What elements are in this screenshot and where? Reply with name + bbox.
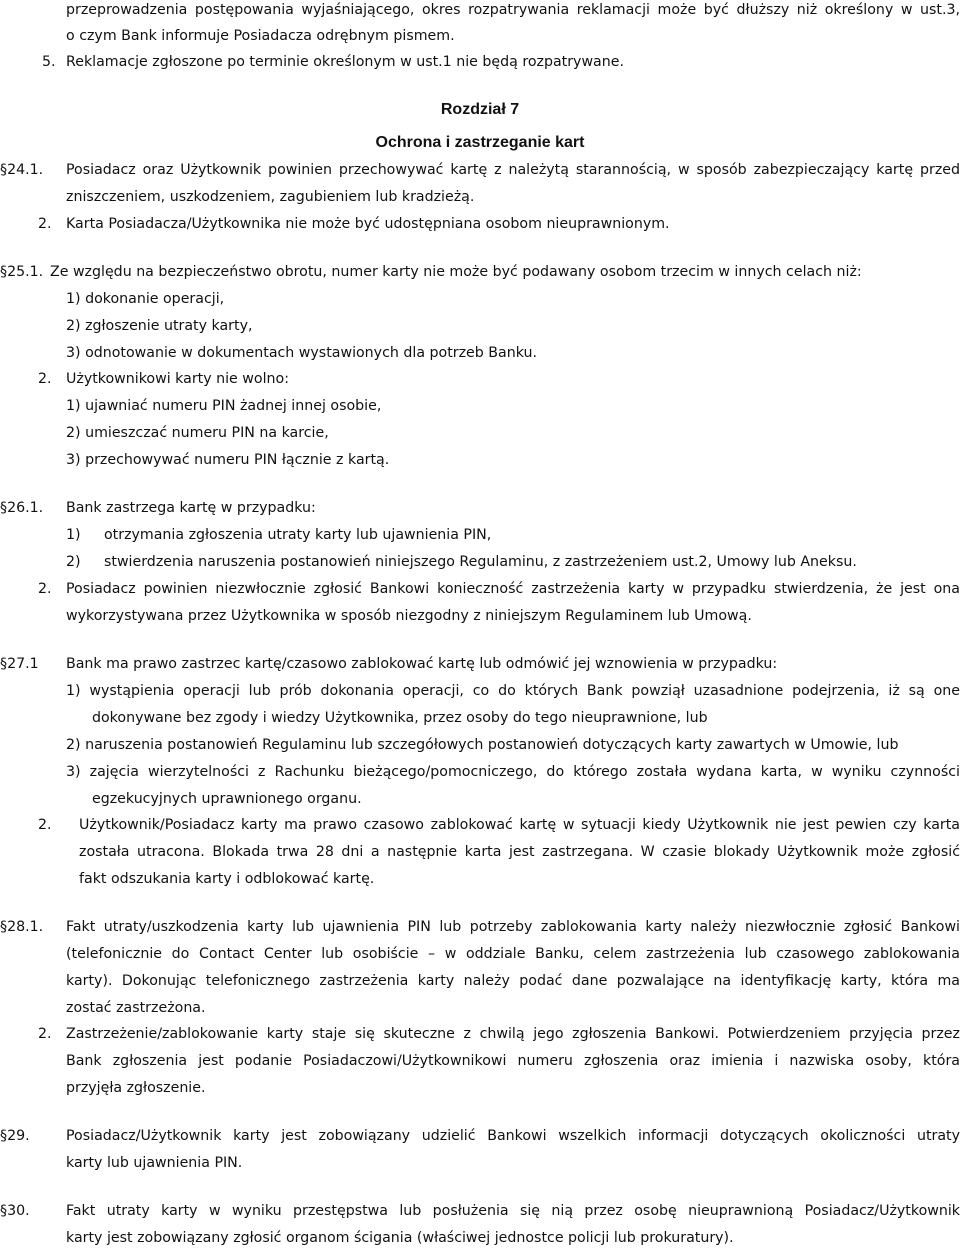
text-line: Bank zgłoszenia jest podanie Posiadaczowi/Użytkownikowi numeru zgłoszenia oraz imienia i nazwiska osoby, która bbox=[66, 1053, 960, 1069]
text-line: Reklamacje zgłoszone po terminie określonym w ust.1 nie będą rozpatrywane. bbox=[66, 54, 624, 70]
item-number: 2. bbox=[38, 371, 52, 387]
text-line: karty jest zobowiązany zgłosić organom ścigania (właściwej jednostce policji lub prokuratury). bbox=[66, 1230, 734, 1246]
text-line: Ze względu na bezpieczeństwo obrotu, numer karty nie może być podawany osobom trzecim w innych celach niż: bbox=[50, 264, 862, 280]
list-item: 1) wystąpienia operacji lub prób dokonania operacji, co do których Bank powziął uzasadnione podejrzenia, iż są one bbox=[66, 683, 960, 699]
list-item: 2) naruszenia postanowień Regulaminu lub szczegółowych postanowień dotyczących karty zawartych w Umowie, lub bbox=[66, 737, 899, 753]
list-item: 3) zajęcia wierzytelności z Rachunku bieżącego/pomocniczego, do którego została wydana karta, w wyniku czynności bbox=[66, 764, 960, 780]
text-line: zniszczeniem, uszkodzeniem, zagubieniem lub kradzieżą. bbox=[66, 189, 475, 205]
text-line: Fakt utraty/uszkodzenia karty lub ujawnienia PIN lub potrzeby zablokowania karty należy niezwłocznie zgłosić Bankowi bbox=[66, 919, 960, 935]
text-line: karty lub ujawnienia PIN. bbox=[66, 1155, 243, 1171]
text-line: Fakt utraty karty w wyniku przestępstwa lub posłużenia się nią przez osobę nieuprawnioną Posiadacz/Użytkownik bbox=[66, 1203, 960, 1219]
item-number: 2. bbox=[38, 817, 52, 833]
section-number: §25.1. bbox=[0, 264, 44, 280]
text-line: dokonywane bez zgody i wiedzy Użytkownika, przez osoby do tego nieuprawnione, lub bbox=[92, 710, 708, 726]
text-line: stwierdzenia naruszenia postanowień niniejszego Regulaminu, z zastrzeżeniem ust.2, Umowy lub Aneksu. bbox=[104, 554, 857, 570]
text-line: Bank ma prawo zastrzec kartę/czasowo zablokować kartę lub odmówić jej wznowienia w przypadku: bbox=[66, 656, 778, 672]
text-line: Posiadacz oraz Użytkownik powinien przechowywać kartę z należytą starannością, w sposób zabezpieczający kartę przed bbox=[66, 162, 960, 178]
section-number: §28.1. bbox=[0, 919, 44, 935]
section-number: §30. bbox=[0, 1203, 30, 1219]
text-line: Bank zastrzega kartę w przypadku: bbox=[66, 500, 316, 516]
list-item: 1) ujawniać numeru PIN żadnej innej osobie, bbox=[66, 398, 382, 414]
text-line: otrzymania zgłoszenia utraty karty lub ujawnienia PIN, bbox=[104, 527, 492, 543]
text-line: przeprowadzenia postępowania wyjaśniającego, okres rozpatrywania reklamacji może być dłuższy niż określony w ust.3, bbox=[66, 2, 960, 18]
list-item: 3) przechowywać numeru PIN łącznie z kartą. bbox=[66, 452, 390, 468]
text-line: została utracona. Blokada trwa 28 dni a następnie karta jest zastrzegana. W czasie blokady Użytkownik może zgłosić bbox=[79, 844, 960, 860]
text-line: egzekucyjnych uprawnionego organu. bbox=[92, 791, 362, 807]
text-line: zostać zastrzeżona. bbox=[66, 1000, 206, 1016]
text-line: karty). Dokonując telefonicznego zastrzeżenia karty należy podać dane pozwalające na identyfikację karty, która ma bbox=[66, 973, 960, 989]
item-number: 2. bbox=[38, 581, 52, 597]
list-item: 2) umieszczać numeru PIN na karcie, bbox=[66, 425, 329, 441]
text-line: Karta Posiadacza/Użytkownika nie może być udostępniana osobom nieuprawnionym. bbox=[66, 216, 670, 232]
text-line: fakt odszukania karty i odblokować kartę. bbox=[79, 871, 375, 887]
text-line: o czym Bank informuje Posiadacza odrębnym pismem. bbox=[66, 28, 455, 44]
item-number: 1) bbox=[66, 527, 81, 543]
item-number: 5. bbox=[42, 54, 56, 70]
text-line: przyjęła zgłoszenie. bbox=[66, 1080, 206, 1096]
text-line: Posiadacz powinien niezwłocznie zgłosić Bankowi konieczność zastrzeżenia karty w przypadku stwierdzenia, że jest ona bbox=[66, 581, 960, 597]
item-number: 2. bbox=[38, 216, 52, 232]
text-line: Użytkownik/Posiadacz karty ma prawo czasowo zablokować kartę w sytuacji kiedy Użytkownik nie jest pewien czy karta bbox=[79, 817, 960, 833]
chapter-title: Rozdział 7 bbox=[440, 101, 520, 118]
text-line: Użytkownikowi karty nie wolno: bbox=[66, 371, 289, 387]
text-line: Posiadacz/Użytkownik karty jest zobowiązany udzielić Bankowi wszelkich informacji dotyczących okoliczności utraty bbox=[66, 1128, 960, 1144]
section-number: §26.1. bbox=[0, 500, 44, 516]
text-line: wykorzystywana przez Użytkownika w sposób niezgodny z niniejszym Regulaminem lub Umową. bbox=[66, 608, 752, 624]
section-number: §24.1. bbox=[0, 162, 44, 178]
list-item: 3) odnotowanie w dokumentach wystawionych dla potrzeb Banku. bbox=[66, 345, 537, 361]
list-item: 2) zgłoszenie utraty karty, bbox=[66, 318, 253, 334]
chapter-subtitle: Ochrona i zastrzeganie kart bbox=[375, 134, 585, 151]
item-number: 2) bbox=[66, 554, 81, 570]
text-line: Zastrzeżenie/zablokowanie karty staje się skuteczne z chwilą jego zgłoszenia Bankowi. Potwierdzeniem przyjęcia przez bbox=[66, 1026, 960, 1042]
section-number: §29. bbox=[0, 1128, 30, 1144]
section-number: §27.1 bbox=[0, 656, 39, 672]
item-number: 2. bbox=[38, 1026, 52, 1042]
list-item: 1) dokonanie operacji, bbox=[66, 291, 225, 307]
text-line: (telefonicznie do Contact Center lub osobiście – w oddziale Banku, celem zastrzeżenia lub czasowego zablokowania bbox=[66, 946, 960, 962]
